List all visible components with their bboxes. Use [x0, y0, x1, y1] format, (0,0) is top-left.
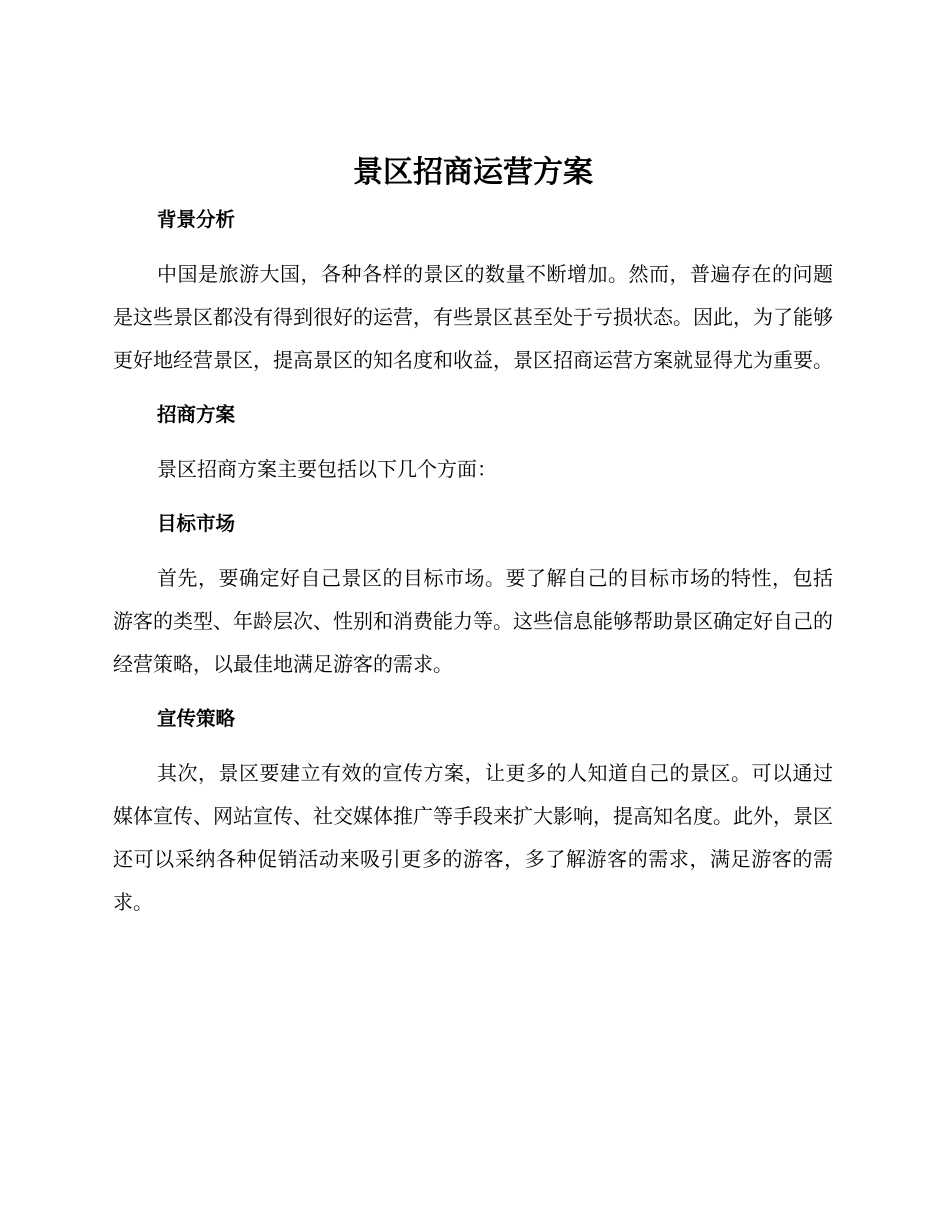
- paragraph-target-market: 首先，要确定好自己景区的目标市场。要了解自己的目标市场的特性，包括游客的类型、年龄层次、性别和消费能力等。这些信息能够帮助景区确定好自己的经营策略，以最佳地满足游客的需求。: [113, 566, 833, 676]
- section-heading-target-market: 目标市场: [157, 512, 236, 535]
- paragraph-promotion-strategy: 其次，景区要建立有效的宣传方案，让更多的人知道自己的景区。可以通过媒体宣传、网站宣传、社交媒体推广等手段来扩大影响，提高知名度。此外，景区还可以采纳各种促销活动来吸引更多的游客，多了解游客的需求，满足游客的需求。: [113, 761, 833, 914]
- section-heading-promotion-strategy: 宣传策略: [157, 707, 236, 730]
- document-body: [113, 148, 833, 924]
- document-title: 景区招商运营方案: [353, 155, 593, 190]
- section-heading-background: 背景分析: [157, 208, 236, 231]
- section-heading-investment-plan: 招商方案: [157, 403, 236, 426]
- paragraph-investment-plan: 景区招商方案主要包括以下几个方面：: [157, 457, 497, 481]
- paragraph-background: 中国是旅游大国，各种各样的景区的数量不断增加。然而，普遍存在的问题是这些景区都没有得到很好的运营，有些景区甚至处于亏损状态。因此，为了能够更好地经营景区，提高景区的知名度和收益，景区招商运营方案就显得尤为重要。: [113, 262, 833, 372]
